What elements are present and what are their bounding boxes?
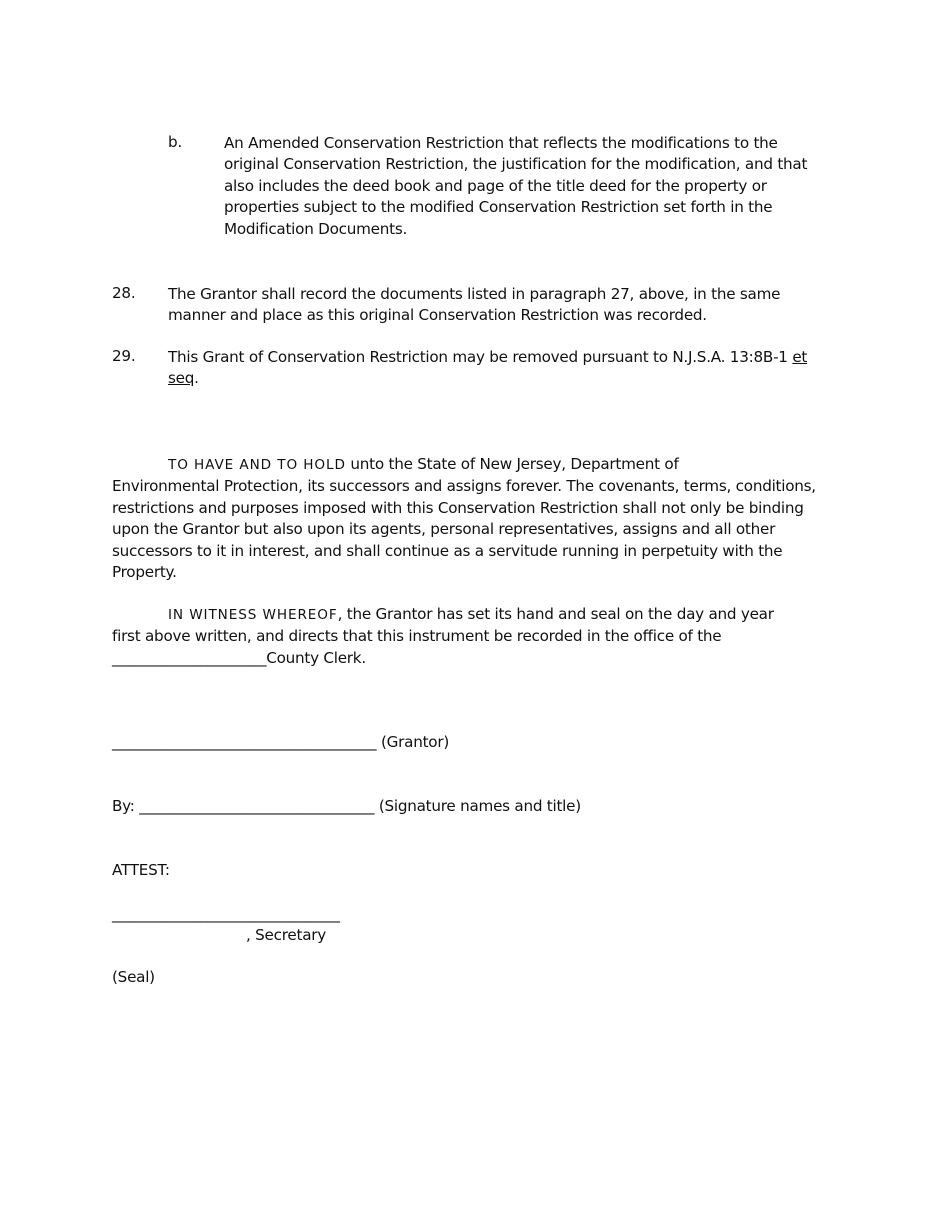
item-b-line: original Conservation Restriction, the justification for the modification, and that	[224, 155, 808, 174]
habendum-line: Environmental Protection, its successors and assigns forever. The covenants, terms, conditions,	[112, 477, 816, 496]
para-29-line	[168, 347, 807, 368]
item-b-text	[224, 133, 807, 240]
seal-label: (Seal)	[112, 968, 155, 986]
para-28-text	[168, 284, 780, 327]
para-29-number: 29.	[112, 347, 136, 365]
witness-line: first above written, and directs that this instrument be recorded in the office of the	[112, 627, 722, 646]
para-28-line: The Grantor shall record the documents listed in paragraph 27, above, in the same	[168, 285, 781, 303]
by-signature-line[interactable]: By: ________________________________ (Signature names and title)	[112, 797, 581, 815]
para-29-text	[168, 347, 807, 390]
habendum-line1: unto the State of New Jersey, Department of	[345, 455, 679, 473]
item-b-line: properties subject to the modified Conservation Restriction set forth in the	[224, 198, 773, 217]
para-28-number: 28.	[112, 284, 136, 302]
seq-term: seq	[168, 369, 195, 388]
habendum-caps: TO HAVE AND TO HOLD	[168, 457, 346, 473]
attest-signature-line[interactable]: _______________________________	[112, 905, 340, 923]
habendum-line: restrictions and purposes imposed with this Conservation Restriction shall not only be binding	[112, 498, 804, 517]
attest-label: ATTEST:	[112, 861, 170, 879]
witness-line1: , the Grantor has set its hand and seal on the day and year	[337, 605, 774, 623]
habendum-line	[112, 454, 816, 476]
habendum-line: upon the Grantor but also upon its agents, personal representatives, assigns and all other	[112, 520, 776, 539]
para-29-line	[168, 368, 807, 389]
item-b-label: b.	[168, 133, 182, 151]
item-b-line: Modification Documents.	[224, 219, 408, 238]
witness-line	[112, 604, 774, 626]
secretary-label: , Secretary	[246, 926, 326, 944]
habendum-clause	[112, 454, 816, 583]
witness-line: _____________________County Clerk.	[112, 648, 366, 667]
et-term: et	[792, 348, 808, 366]
habendum-line: successors to it in interest, and shall continue as a servitude running in perpetuity with the	[112, 541, 783, 560]
witness-clause	[112, 604, 774, 669]
witness-caps: IN WITNESS WHEREOF	[168, 607, 338, 623]
grantor-signature-line[interactable]: ____________________________________ (Grantor)	[112, 733, 449, 751]
para-29-period: .	[194, 369, 199, 388]
item-b-line: An Amended Conservation Restriction that reflects the modifications to the	[224, 134, 778, 152]
habendum-line: Property.	[112, 563, 177, 582]
para-28-line: manner and place as this original Conservation Restriction was recorded.	[168, 306, 707, 325]
item-b-line: also includes the deed book and page of the title deed for the property or	[224, 176, 767, 195]
para-29-line1: This Grant of Conservation Restriction may be removed pursuant to N.J.S.A. 13:8B-1	[168, 348, 788, 366]
